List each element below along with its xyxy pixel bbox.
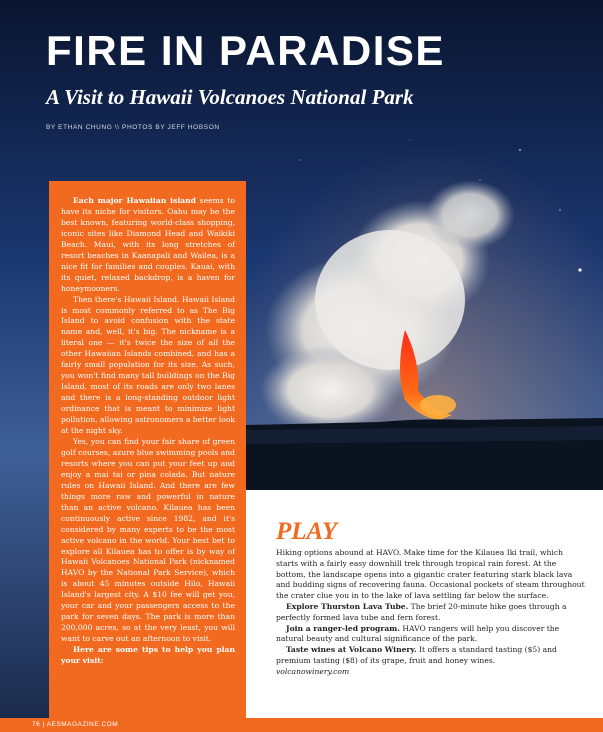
- footer: [32, 721, 118, 728]
- intro-tips-lead: Here are some tips to help you plan your visit:: [61, 645, 235, 666]
- footer-separator: |: [42, 721, 45, 728]
- play-tip-ranger-text: HAVO rangers will help you discover the natural beauty and cultural significance of the park.: [276, 623, 560, 644]
- winery-link[interactable]: volcanowinery.com: [276, 666, 350, 676]
- intro-paragraph-4: [61, 645, 235, 667]
- play-tip-lava-tube: Explore Thurston Lava Tube.: [286, 601, 409, 611]
- article-title: FIRE IN PARADISE: [46, 27, 445, 74]
- intro-p1-rest: seems to have its niche for visitors. Oahu may be the best known, featuring world-class shopping, iconic sites like Diamond Head and Waikiki Beach. Maui, with its long stretches of resort beaches in Kaanapali and Wailea, is a nice fit for families and couples. Kauai, with its quiet, relaxed backdrop, is a haven for honeymooners.: [61, 196, 235, 293]
- page-number: 76: [32, 721, 41, 728]
- intro-paragraph-3: Yes, you can find your fair share of green golf courses, azure blue swimming pools and resorts where you can put your feet up and enjoy a mai tai or pina colada. But nature rules on Hawaii Island. And there are few things more raw and powerful in nature than an active volcano. Kilauea has been continuously active since 1982, and it's considered by many experts to be the most active volcano in the world. Your best bet to explore all Kilauea has to offer is by way of Hawaii Volcanoes National Park (nicknamed HAVO by the National Park Service), which is about 45 minutes outside Hilo, Hawaii Island's largest city. A $10 fee will get you, your car and your passengers access to the park for seven days. The park is more than 200,000 acres, so at the very least, you will want to carve out an afternoon to visit.: [61, 436, 235, 644]
- intro-paragraph-2: Then there's Hawaii Island. Hawaii Island is most commonly referred to as The Big Island to avoid confusion with the state name and, well, it's big. The nickname is a literal one — it's twice the size of all the other Hawaiian Islands combined, and has a fairly small population for its size. As such, you won't find many tall buildings on the Big Island, most of its roads are only two lanes and there is a long-standing outdoor light ordinance that is meant to minimize light pollution, allowing astronomers a better look at the night sky.: [61, 294, 235, 436]
- play-tip-winery: Taste wines at Volcano Winery.: [286, 645, 417, 655]
- play-paragraph-2: [276, 602, 586, 624]
- play-tip-winery-text: It offers a standard tasting ($5) and premium tasting ($8) of its grape, fruit and honey wines.: [276, 645, 557, 665]
- article-subtitle: A Visit to Hawaii Volcanoes National Park: [46, 85, 414, 109]
- intro-text: [61, 196, 235, 667]
- play-tip-lava-tube-text: The brief 20-minute hike goes through a perfectly formed lava tube and fern forest.: [276, 601, 567, 622]
- intro-paragraph-1: [61, 196, 235, 295]
- play-paragraph-4: [276, 645, 586, 667]
- publication-url: AESMAGAZINE.COM: [46, 721, 119, 728]
- play-paragraph-3: [276, 624, 586, 646]
- play-tip-ranger: Join a ranger-led program.: [286, 623, 400, 633]
- play-heading: PLAY: [276, 518, 338, 545]
- play-text: [276, 548, 586, 678]
- play-paragraph-1: Hiking options abound at HAVO. Make time for the Kilauea Iki trail, which starts with a fairly easy downhill trek through tropical rain forest. At the bottom, the landscape opens into a gigantic crater featuring stark black lava and budding signs of recovering fauna. Occasional pockets of steam throughout the crater clue you in to the lake of lava settling far below the surface.: [276, 548, 585, 601]
- intro-lead: Each major Hawaiian island: [73, 196, 196, 205]
- byline: BY ETHAN CHUNG \\ PHOTOS BY JEFF HOBSON: [46, 124, 220, 131]
